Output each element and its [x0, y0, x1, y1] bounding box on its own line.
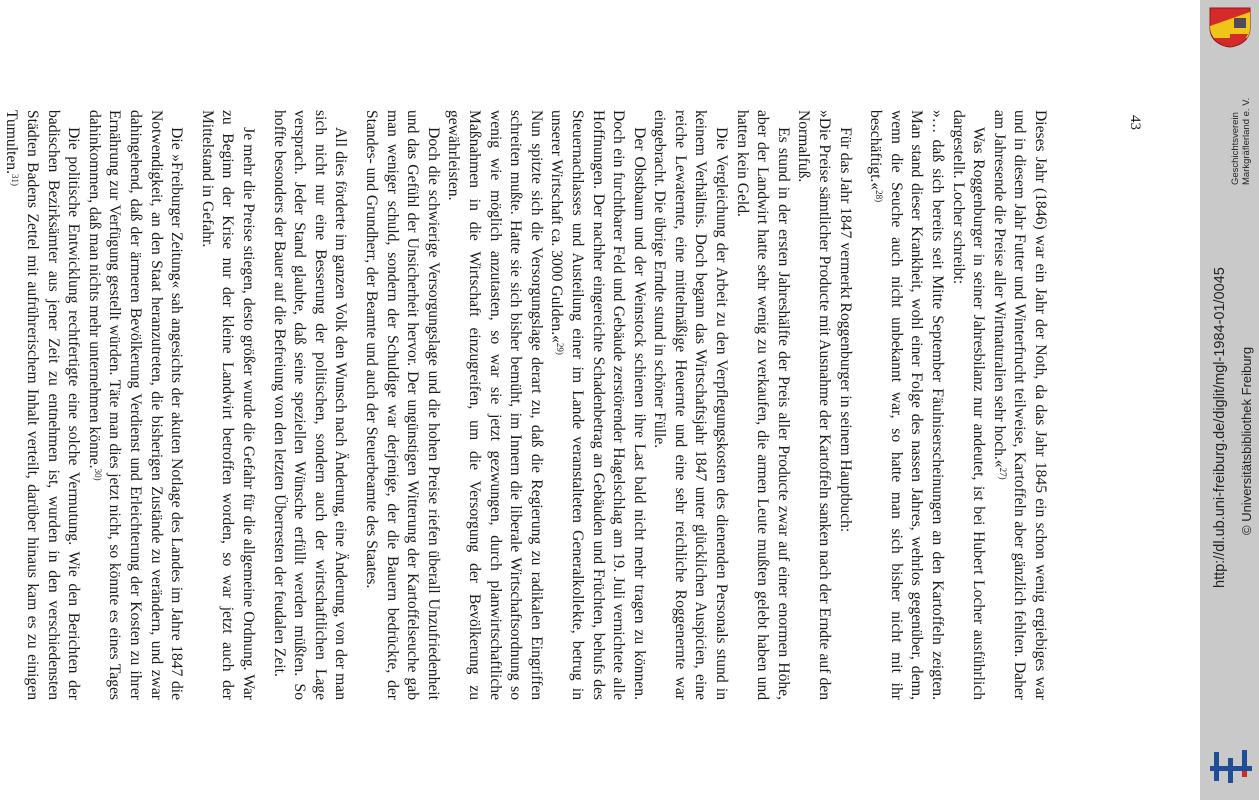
paragraph	[83, 110, 186, 700]
copyright-notice: © Universitätsbibliothek Freiburg	[1239, 346, 1254, 535]
body-text	[3, 110, 1050, 700]
paragraph	[793, 110, 834, 700]
paragraph-text: Für das Jahr 1847 vermerkt Roggenburger in seinem Hauptbuch:	[836, 127, 854, 533]
footnote-marker: 28)	[874, 190, 885, 203]
footnote-marker: 31)	[10, 173, 21, 186]
paragraph	[865, 110, 947, 700]
paragraph	[360, 110, 442, 700]
paragraph-text: All dies förderte im ganzen Volk den Wunsch nach Änderung, eine Änderung, von der man sich nicht nur eine Besserung der politischen, sondern auch der wirtschaftlichen Lage versprach. Jeder Stand glaubte, daß seine speziellen Wünsche erfüllt werden müßten. So hoffte besonders der Bauer auf die Befreiung von den letzten Überresten der feudalen Zeit.	[270, 110, 350, 700]
university-library-logo[interactable]	[1208, 744, 1254, 784]
paragraph-text: Die Vergleichung der Arbeit zu den Verpflegungskosten des dienenden Personals stund in keinem Verhältnis. Doch begann das Wirtschaftsjahr 1847 unter glücklichen Auspicien, eine reiche Lewaternte, eine mittelmäßige Heuernte und eine sehr reichliche Roggenernte war eingebracht. Die übrige Erndte stund in schöner Fülle.	[651, 110, 731, 700]
paragraph-text: Doch die schwierige Versorgungslage und die hohen Preise riefen überall Unzufriedenheit und das Gefühl der Unsicherheit hervor. Der ungünstigen Witterung der Kartoffelseuche gab man weniger schuld, sondern der Schuldige war derjenige, der die Bauern bedrückte, der Standes- und Grundherr, der Beamte und auch der Steuerbeamte des Staates.	[363, 110, 442, 700]
paragraph	[546, 110, 649, 700]
footnote-marker: 30)	[92, 468, 103, 481]
paragraph	[947, 110, 988, 700]
page-number: 43	[1127, 115, 1143, 130]
paragraph	[988, 110, 1050, 700]
paragraph-text: Der Obstbaum und der Weinstock schienen ihre Last bald nicht mehr tragen zu können. Doch ein furchtbarer Feld und Gebäude zerstörender Hagelschlag am 19. Juli vernichtete alle Hoffnungen. Der nachher eingereichte Schadenbetrag an Gebäuden und Früchten, behufs des Steuernachlasses und Austeilung einer im Lande veranstalteten Generalkollekte, betrug in unserer Wirtschaft ca. 3000 Gulden.«	[548, 110, 648, 700]
paragraph-text: Die »Freiburger Zeitung« sah angesichts der akuten Notlage des Landes im Jahre 1847 die Notwendigkeit, an den Staat heranzutreten, die bisherigen Zustände zu verändern, und zwar dahingehend, daß der ärmeren Bevölkerung Verdienst und Erleichterung der Kosten zu ihrer Ernährung zur Verfügung gestellt würden. Täte man dies jetzt nicht, so könnte es eines Tages dahinkommen, daß man nichts mehr unternehmen könne.	[85, 110, 186, 700]
document-url-link[interactable]: http://dl.ub.uni-freiburg.de/diglit/mgl-1984-01/0045	[1212, 267, 1228, 588]
paragraph-text: Je mehr die Preise stiegen, desto größer wurde die Gefahr für die allgemeine Ordnung. War zu Beginn der Krise nur der kleine Landwirt betroffen worden, so war jetzt auch der Mittelstand in Gefahr.	[198, 110, 258, 700]
paragraph-text: »… daß sich bereits seit Mitte September Fäulniserscheinungen an den Kartoffeln zeigten. Man stand dieser Krankheit, wohl einer Folge des nassen Jahres, wehrlos gegenüber, denn, wenn die Seuche auch nicht unbekannt war, so hatte man sich bisher nicht mit ihr beschäftigt.«	[867, 110, 947, 700]
footnote-marker: 27)	[997, 467, 1008, 480]
paragraph-text: Nun spitzte sich die Versorgungslage derart zu, daß die Regierung zu radikalen Eingriffen schreiten mußte. Hatte sie sich bisher bemüht, im Innern die liberale Wirtschaftsordnung so wenig wie möglich anzutasten, so war sie jetzt gezwungen, durch planwirtschaftliche Maßnahmen in die Wirtschaft einzugreifen, um die Versorgung der Bevölkerung zu gewährleisten.	[445, 110, 545, 700]
paragraph	[268, 110, 350, 700]
paragraph	[649, 110, 731, 700]
paragraph-text: Es stund in der ersten Jahreshälfte der Preis aller Producte zwar auf einer enormen Höhe, aber der Landwirt hatte sehr wenig zu verkaufen, die armen Leute mußten gelebt haben und hatten kein Geld.	[733, 110, 792, 700]
paragraph-text: Dieses Jahr (1846) war ein Jahr der Noth, da das Jahr 1845 ein schon wenig ergiebiges war und in diesem Jahr Futter und Winterfrucht teilweise, Kartoffeln aber gänzlich fehlten. Daher am Jahresende die Preise aller Wirtnaturalien sehr hoch.«	[990, 110, 1049, 700]
paragraph	[834, 110, 855, 700]
paragraph	[196, 110, 258, 700]
paragraph-text: Die politische Entwicklung rechtfertigte eine solche Vermutung. Wie den Berichten der badischen Bezirksämter aus jener Zeit zu entnehmen ist, wurden in den verschiedensten Städten Badens Zettel mit aufrührerischem Inhalt verteilt, darüber hinaus kam es zu einigen Tumulten.	[3, 110, 83, 700]
paragraph	[731, 110, 793, 700]
paragraph-text: Was Roggenburger in seiner Jahresbilanz nur andeutet, ist bei Hubert Locher ausführlich dargestellt. Locher schreibt:	[949, 110, 988, 700]
paragraph	[1, 110, 83, 700]
paragraph	[443, 110, 546, 700]
footnote-marker: 29)	[555, 342, 566, 355]
org-name-line2: Markgräflerland e. V.	[1241, 97, 1252, 185]
org-name-line1: Geschichtsverein	[1230, 112, 1241, 185]
paragraph-text: »Die Preise sämtlicher Producte mit Ausnahme der Kartoffeln sanken nach der Erndte auf den Normalfuß.	[795, 110, 834, 700]
